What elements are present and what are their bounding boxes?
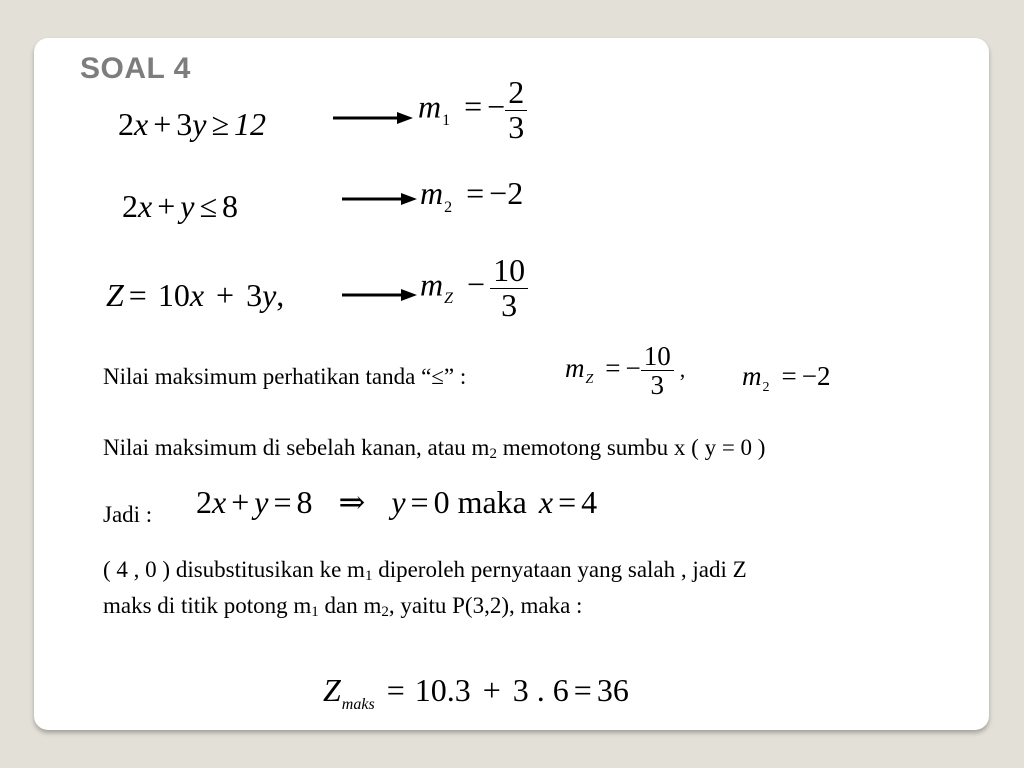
denominator: 3 <box>508 108 525 145</box>
arrow-right-icon <box>342 284 417 306</box>
minus: − <box>625 353 641 384</box>
equals: = <box>464 88 483 125</box>
constant: 0 <box>433 484 450 520</box>
denominator: 3 <box>650 370 665 401</box>
subscript: 1 <box>311 604 319 620</box>
subscript: 1 <box>364 568 373 584</box>
slide-title: SOAL 4 <box>80 52 191 85</box>
slope-m1 <box>418 76 527 144</box>
slope-value: −2 <box>489 175 524 211</box>
var-y: y <box>254 484 269 520</box>
var-y: y <box>391 484 406 520</box>
zmax-result <box>323 672 629 713</box>
text-part: diperoleh pernyataan yang salah , jadi Z <box>372 557 747 582</box>
text-part: dan m <box>318 593 382 618</box>
arrow-right-icon <box>333 107 413 129</box>
text-part: , yaitu P(3,2), maka : <box>388 593 583 618</box>
operator: + <box>216 277 235 313</box>
equals: = <box>386 672 405 708</box>
coef: 2 <box>118 106 134 142</box>
slope-mz <box>420 254 528 322</box>
subscript: Z <box>444 290 454 308</box>
coef: 2 <box>122 188 138 224</box>
equals: = <box>605 353 621 384</box>
fraction <box>505 76 527 144</box>
subscript: 2 <box>489 446 497 462</box>
subscript: maks <box>341 696 375 713</box>
constant: 8 <box>222 188 239 224</box>
text-part: maks di titik potong m <box>103 593 312 618</box>
jadi-label: Jadi : <box>103 502 153 527</box>
equals: = <box>573 672 592 708</box>
slope-m2-inline <box>742 361 831 395</box>
slope-m2 <box>420 175 524 216</box>
subscript: 2 <box>381 604 389 620</box>
numerator: 2 <box>505 76 527 111</box>
slope-symbol: m <box>418 88 442 125</box>
operator: + <box>231 484 250 520</box>
coef: 3 <box>176 106 193 142</box>
fraction <box>490 254 528 322</box>
coef: 3 <box>246 277 263 313</box>
relation: ≤ <box>199 188 218 224</box>
max-condition-text: Nilai maksimum perhatikan tanda “≤” : <box>103 364 467 389</box>
slope-symbol: m <box>742 361 762 391</box>
z-symbol: Z <box>106 277 124 313</box>
subscript: Z <box>585 372 594 388</box>
var-x: x <box>189 277 205 313</box>
objective-function <box>106 277 284 314</box>
equals: = <box>273 484 292 520</box>
subscript: 1 <box>442 112 451 130</box>
relation: ≥ <box>211 106 230 142</box>
var-x: x <box>138 188 153 224</box>
substitution-line-2 <box>103 593 582 619</box>
var-x: x <box>212 484 227 520</box>
equals: = <box>410 484 429 520</box>
term: 10.3 <box>414 672 471 708</box>
constant: 12 <box>234 106 267 142</box>
numerator: 10 <box>490 254 528 289</box>
var-y: y <box>180 188 195 224</box>
implies-icon: ⇒ <box>338 484 366 520</box>
text-part: Nilai maksimum di sebelah kanan, atau m <box>103 435 490 460</box>
arrow-right-icon <box>342 188 417 210</box>
equals: = <box>128 277 147 313</box>
text-part: memotong sumbu x ( y = 0 ) <box>496 435 766 460</box>
term: 3 . 6 <box>512 672 569 708</box>
slope-symbol: m <box>420 175 444 211</box>
coef: 10 <box>157 277 190 313</box>
slope-symbol: m <box>565 353 585 384</box>
operator: + <box>153 106 172 142</box>
equals: = <box>781 361 797 391</box>
fraction <box>641 342 674 400</box>
equals: = <box>558 484 577 520</box>
denominator: 3 <box>501 286 518 323</box>
maka-word: maka <box>457 484 527 520</box>
slope-symbol: m <box>420 266 444 303</box>
max-right-text <box>103 435 765 461</box>
minus: − <box>467 266 486 303</box>
var-y: y <box>262 277 277 313</box>
operator: + <box>157 188 176 224</box>
minus: − <box>487 88 506 125</box>
var-y: y <box>192 106 207 142</box>
operator: + <box>482 672 501 708</box>
inequality-1 <box>118 106 266 143</box>
coef: 2 <box>196 484 212 520</box>
var-x: x <box>538 484 554 520</box>
constant: 4 <box>581 484 598 520</box>
text-part: ( 4 , 0 ) disubstitusikan ke m <box>103 557 365 582</box>
comma: , <box>679 357 686 383</box>
var-x: x <box>134 106 149 142</box>
subscript: 2 <box>762 380 770 395</box>
subscript: 2 <box>444 199 453 216</box>
equals: = <box>466 175 485 211</box>
constant: 8 <box>296 484 313 520</box>
comma: , <box>276 277 285 313</box>
slope-mz-inline <box>565 342 685 400</box>
inequality-2 <box>122 188 238 225</box>
intersection-equation <box>196 483 597 521</box>
result: 36 <box>596 672 629 708</box>
z-symbol: Z <box>323 672 341 708</box>
substitution-line-1 <box>103 557 747 583</box>
numerator: 10 <box>641 342 674 371</box>
slope-value: −2 <box>801 361 831 391</box>
